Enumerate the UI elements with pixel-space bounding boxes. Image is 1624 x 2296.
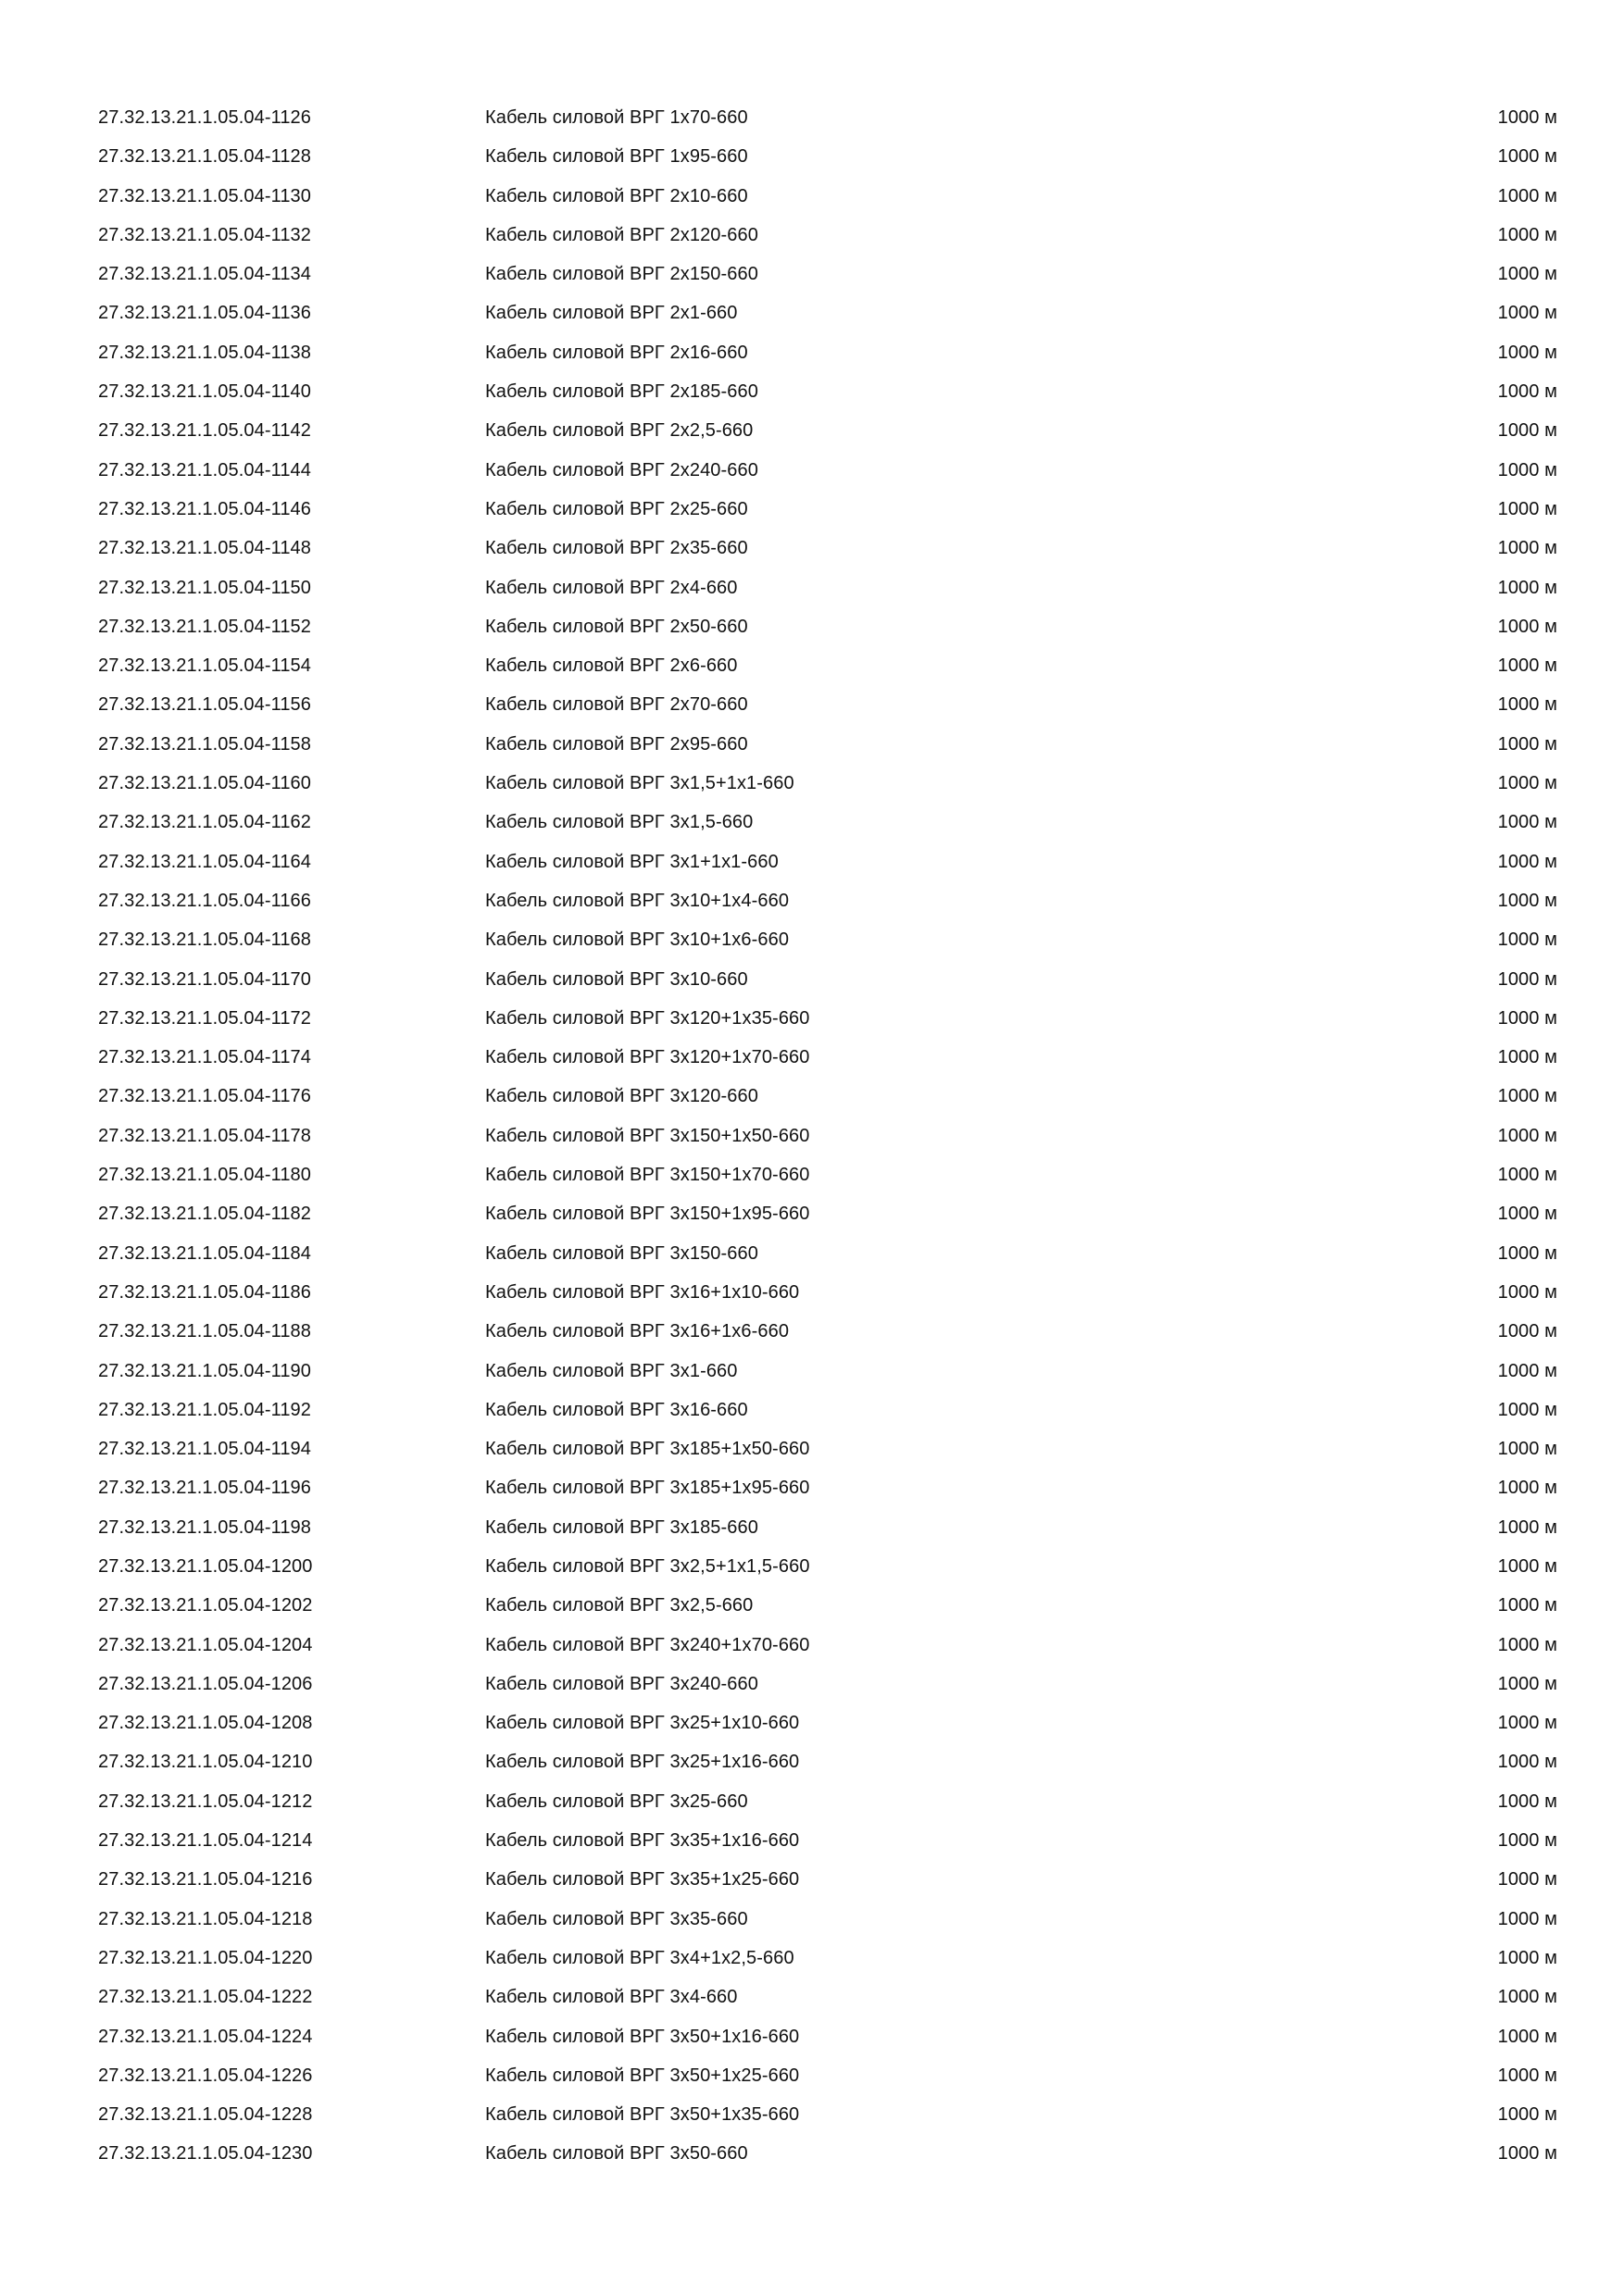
row-code: 27.32.13.21.1.05.04-1168 [98,930,312,951]
row-code: 27.32.13.21.1.05.04-1136 [98,303,312,324]
row-name: Кабель силовой ВРГ 2х50-660 [485,616,748,637]
row-code: 27.32.13.21.1.05.04-1146 [98,498,312,519]
row-name: Кабель силовой ВРГ 3х120-660 [485,1086,758,1107]
row-unit: 1000 м [1497,1830,1557,1852]
row-code: 27.32.13.21.1.05.04-1134 [98,264,312,285]
row-name: Кабель силовой ВРГ 3х4-660 [485,1987,738,2008]
row-name: Кабель силовой ВРГ 2х10-660 [485,185,748,206]
row-unit: 1000 м [1497,420,1557,442]
row-code: 27.32.13.21.1.05.04-1188 [98,1321,312,1342]
row-code: 27.32.13.21.1.05.04-1226 [98,2065,313,2086]
row-code: 27.32.13.21.1.05.04-1198 [98,1516,312,1538]
table-row [0,2062,1624,2101]
row-code: 27.32.13.21.1.05.04-1126 [98,107,312,128]
row-code: 27.32.13.21.1.05.04-1156 [98,694,312,716]
table-row [0,613,1624,652]
row-code: 27.32.13.21.1.05.04-1184 [98,1242,312,1264]
row-code: 27.32.13.21.1.05.04-1160 [98,773,312,794]
row-code: 27.32.13.21.1.05.04-1158 [98,733,312,755]
row-name: Кабель силовой ВРГ 3х185+1х95-660 [485,1478,810,1499]
table-row [0,1240,1624,1279]
row-name: Кабель силовой ВРГ 2х1-660 [485,303,738,324]
row-unit: 1000 м [1497,1908,1557,1929]
price-list-table [0,104,1624,2179]
row-unit: 1000 м [1497,1478,1557,1499]
table-row [0,1396,1624,1435]
row-unit: 1000 м [1497,1321,1557,1342]
table-row [0,182,1624,221]
row-name: Кабель силовой ВРГ 3х120+1х70-660 [485,1047,810,1068]
row-code: 27.32.13.21.1.05.04-1204 [98,1634,313,1655]
row-unit: 1000 м [1497,1007,1557,1029]
row-code: 27.32.13.21.1.05.04-1224 [98,2026,313,2047]
row-unit: 1000 м [1497,1987,1557,2008]
row-name: Кабель силовой ВРГ 3х1,5-660 [485,812,754,833]
row-unit: 1000 м [1497,1439,1557,1460]
row-unit: 1000 м [1497,264,1557,285]
table-row [0,2023,1624,2062]
row-name: Кабель силовой ВРГ 2х25-660 [485,498,748,519]
table-row [0,966,1624,1004]
row-name: Кабель силовой ВРГ 3х4+1х2,5-660 [485,1947,794,1968]
row-name: Кабель силовой ВРГ 3х1-660 [485,1360,738,1381]
row-code: 27.32.13.21.1.05.04-1202 [98,1595,313,1616]
table-row [0,808,1624,847]
row-code: 27.32.13.21.1.05.04-1228 [98,2104,313,2126]
row-unit: 1000 м [1497,616,1557,637]
table-row [0,1591,1624,1630]
row-code: 27.32.13.21.1.05.04-1182 [98,1204,312,1225]
row-unit: 1000 м [1497,1360,1557,1381]
row-code: 27.32.13.21.1.05.04-1132 [98,224,312,245]
row-name: Кабель силовой ВРГ 2х70-660 [485,694,748,716]
row-unit: 1000 м [1497,1165,1557,1186]
row-name: Кабель силовой ВРГ 3х35+1х25-660 [485,1869,800,1890]
row-code: 27.32.13.21.1.05.04-1170 [98,968,312,990]
table-row [0,1357,1624,1396]
table-row [0,104,1624,143]
row-name: Кабель силовой ВРГ 3х16+1х6-660 [485,1321,790,1342]
row-name: Кабель силовой ВРГ 3х50+1х35-660 [485,2104,800,2126]
row-code: 27.32.13.21.1.05.04-1180 [98,1165,312,1186]
row-unit: 1000 м [1497,146,1557,168]
row-unit: 1000 м [1497,1869,1557,1890]
row-name: Кабель силовой ВРГ 2х240-660 [485,459,758,480]
row-code: 27.32.13.21.1.05.04-1222 [98,1987,313,2008]
row-code: 27.32.13.21.1.05.04-1214 [98,1830,313,1852]
row-code: 27.32.13.21.1.05.04-1212 [98,1791,313,1812]
table-row [0,1435,1624,1474]
row-name: Кабель силовой ВРГ 3х25+1х10-660 [485,1713,800,1734]
row-name: Кабель силовой ВРГ 1х70-660 [485,107,748,128]
table-row [0,1827,1624,1866]
table-row [0,574,1624,613]
row-unit: 1000 м [1497,1516,1557,1538]
row-code: 27.32.13.21.1.05.04-1218 [98,1908,313,1929]
row-unit: 1000 м [1497,2026,1557,2047]
row-unit: 1000 м [1497,851,1557,872]
row-unit: 1000 м [1497,773,1557,794]
table-row [0,1983,1624,2022]
row-name: Кабель силовой ВРГ 2х6-660 [485,655,738,677]
row-name: Кабель силовой ВРГ 2х120-660 [485,224,758,245]
row-unit: 1000 м [1497,1281,1557,1303]
row-name: Кабель силовой ВРГ 3х240+1х70-660 [485,1634,810,1655]
row-code: 27.32.13.21.1.05.04-1164 [98,851,312,872]
row-code: 27.32.13.21.1.05.04-1206 [98,1673,313,1694]
table-row [0,143,1624,181]
row-name: Кабель силовой ВРГ 3х10-660 [485,968,748,990]
row-name: Кабель силовой ВРГ 3х1,5+1х1-660 [485,773,794,794]
table-row [0,1161,1624,1200]
row-name: Кабель силовой ВРГ 3х35-660 [485,1908,748,1929]
row-code: 27.32.13.21.1.05.04-1162 [98,812,312,833]
row-unit: 1000 м [1497,1125,1557,1146]
row-unit: 1000 м [1497,2065,1557,2086]
row-code: 27.32.13.21.1.05.04-1194 [98,1439,312,1460]
row-code: 27.32.13.21.1.05.04-1200 [98,1555,313,1577]
table-row [0,1200,1624,1239]
row-name: Кабель силовой ВРГ 3х150+1х50-660 [485,1125,810,1146]
row-unit: 1000 м [1497,1595,1557,1616]
row-name: Кабель силовой ВРГ 3х2,5-660 [485,1595,754,1616]
row-unit: 1000 м [1497,655,1557,677]
table-row [0,730,1624,769]
table-row [0,926,1624,965]
row-unit: 1000 м [1497,890,1557,911]
row-unit: 1000 м [1497,459,1557,480]
row-unit: 1000 м [1497,1399,1557,1420]
table-row [0,1043,1624,1082]
row-unit: 1000 м [1497,930,1557,951]
row-unit: 1000 м [1497,342,1557,363]
table-row [0,260,1624,299]
row-unit: 1000 м [1497,1047,1557,1068]
row-code: 27.32.13.21.1.05.04-1208 [98,1713,313,1734]
table-row [0,534,1624,573]
row-code: 27.32.13.21.1.05.04-1220 [98,1947,313,1968]
row-code: 27.32.13.21.1.05.04-1166 [98,890,312,911]
row-code: 27.32.13.21.1.05.04-1178 [98,1125,312,1146]
row-name: Кабель силовой ВРГ 3х1+1х1-660 [485,851,779,872]
table-row [0,1122,1624,1161]
row-name: Кабель силовой ВРГ 3х150+1х70-660 [485,1165,810,1186]
table-row [0,417,1624,455]
row-code: 27.32.13.21.1.05.04-1142 [98,420,312,442]
row-unit: 1000 м [1497,2143,1557,2165]
row-unit: 1000 м [1497,1204,1557,1225]
row-name: Кабель силовой ВРГ 2х2,5-660 [485,420,754,442]
row-code: 27.32.13.21.1.05.04-1174 [98,1047,312,1068]
table-row [0,299,1624,338]
row-name: Кабель силовой ВРГ 3х120+1х35-660 [485,1007,810,1029]
row-name: Кабель силовой ВРГ 3х16+1х10-660 [485,1281,800,1303]
table-row [0,652,1624,691]
row-unit: 1000 м [1497,1713,1557,1734]
row-code: 27.32.13.21.1.05.04-1196 [98,1478,312,1499]
table-row [0,1279,1624,1317]
row-code: 27.32.13.21.1.05.04-1154 [98,655,312,677]
row-code: 27.32.13.21.1.05.04-1216 [98,1869,313,1890]
table-row [0,1514,1624,1553]
table-row [0,1748,1624,1787]
table-row [0,1004,1624,1043]
row-unit: 1000 м [1497,1555,1557,1577]
row-name: Кабель силовой ВРГ 3х50+1х16-660 [485,2026,800,2047]
row-unit: 1000 м [1497,1791,1557,1812]
table-row [0,1082,1624,1121]
table-row [0,456,1624,495]
row-code: 27.32.13.21.1.05.04-1128 [98,146,312,168]
row-unit: 1000 м [1497,2104,1557,2126]
row-name: Кабель силовой ВРГ 3х35+1х16-660 [485,1830,800,1852]
row-unit: 1000 м [1497,577,1557,598]
row-code: 27.32.13.21.1.05.04-1176 [98,1086,312,1107]
row-unit: 1000 м [1497,812,1557,833]
row-name: Кабель силовой ВРГ 3х185-660 [485,1516,758,1538]
table-row [0,887,1624,926]
row-code: 27.32.13.21.1.05.04-1144 [98,459,312,480]
table-row [0,1474,1624,1513]
row-unit: 1000 м [1497,968,1557,990]
row-code: 27.32.13.21.1.05.04-1138 [98,342,312,363]
table-row [0,221,1624,260]
table-row [0,2140,1624,2178]
row-unit: 1000 м [1497,1242,1557,1264]
row-name: Кабель силовой ВРГ 3х50-660 [485,2143,748,2165]
row-code: 27.32.13.21.1.05.04-1190 [98,1360,312,1381]
table-row [0,495,1624,534]
row-unit: 1000 м [1497,733,1557,755]
row-name: Кабель силовой ВРГ 1х95-660 [485,146,748,168]
row-code: 27.32.13.21.1.05.04-1140 [98,381,312,403]
table-row [0,1631,1624,1670]
table-row [0,339,1624,378]
row-unit: 1000 м [1497,694,1557,716]
row-name: Кабель силовой ВРГ 3х50+1х25-660 [485,2065,800,2086]
row-name: Кабель силовой ВРГ 2х35-660 [485,538,748,559]
row-code: 27.32.13.21.1.05.04-1150 [98,577,312,598]
row-name: Кабель силовой ВРГ 2х16-660 [485,342,748,363]
row-code: 27.32.13.21.1.05.04-1152 [98,616,312,637]
row-name: Кабель силовой ВРГ 3х185+1х50-660 [485,1439,810,1460]
row-unit: 1000 м [1497,1947,1557,1968]
row-unit: 1000 м [1497,1752,1557,1773]
row-name: Кабель силовой ВРГ 3х150-660 [485,1242,758,1264]
row-name: Кабель силовой ВРГ 3х10+1х4-660 [485,890,790,911]
row-name: Кабель силовой ВРГ 3х150+1х95-660 [485,1204,810,1225]
row-unit: 1000 м [1497,538,1557,559]
row-unit: 1000 м [1497,498,1557,519]
row-unit: 1000 м [1497,303,1557,324]
table-row [0,1866,1624,1904]
row-name: Кабель силовой ВРГ 2х150-660 [485,264,758,285]
row-name: Кабель силовой ВРГ 3х2,5+1х1,5-660 [485,1555,810,1577]
table-row [0,1317,1624,1356]
row-name: Кабель силовой ВРГ 3х16-660 [485,1399,748,1420]
table-row [0,1709,1624,1748]
row-code: 27.32.13.21.1.05.04-1210 [98,1752,313,1773]
table-row [0,769,1624,808]
row-code: 27.32.13.21.1.05.04-1192 [98,1399,312,1420]
row-name: Кабель силовой ВРГ 2х185-660 [485,381,758,403]
row-name: Кабель силовой ВРГ 3х25+1х16-660 [485,1752,800,1773]
row-code: 27.32.13.21.1.05.04-1230 [98,2143,313,2165]
table-row [0,1944,1624,1983]
table-row [0,691,1624,730]
table-row [0,2101,1624,2140]
row-unit: 1000 м [1497,224,1557,245]
row-unit: 1000 м [1497,185,1557,206]
table-row [0,1670,1624,1709]
row-name: Кабель силовой ВРГ 2х4-660 [485,577,738,598]
row-unit: 1000 м [1497,1086,1557,1107]
row-name: Кабель силовой ВРГ 3х240-660 [485,1673,758,1694]
row-unit: 1000 м [1497,107,1557,128]
row-name: Кабель силовой ВРГ 3х10+1х6-660 [485,930,790,951]
table-row [0,1788,1624,1827]
row-code: 27.32.13.21.1.05.04-1172 [98,1007,312,1029]
table-row [0,848,1624,887]
row-name: Кабель силовой ВРГ 3х25-660 [485,1791,748,1812]
table-row [0,378,1624,417]
row-name: Кабель силовой ВРГ 2х95-660 [485,733,748,755]
row-unit: 1000 м [1497,1673,1557,1694]
row-code: 27.32.13.21.1.05.04-1130 [98,185,312,206]
row-code: 27.32.13.21.1.05.04-1148 [98,538,312,559]
table-row [0,1553,1624,1591]
row-unit: 1000 м [1497,1634,1557,1655]
row-unit: 1000 м [1497,381,1557,403]
table-row [0,1905,1624,1944]
row-code: 27.32.13.21.1.05.04-1186 [98,1281,312,1303]
